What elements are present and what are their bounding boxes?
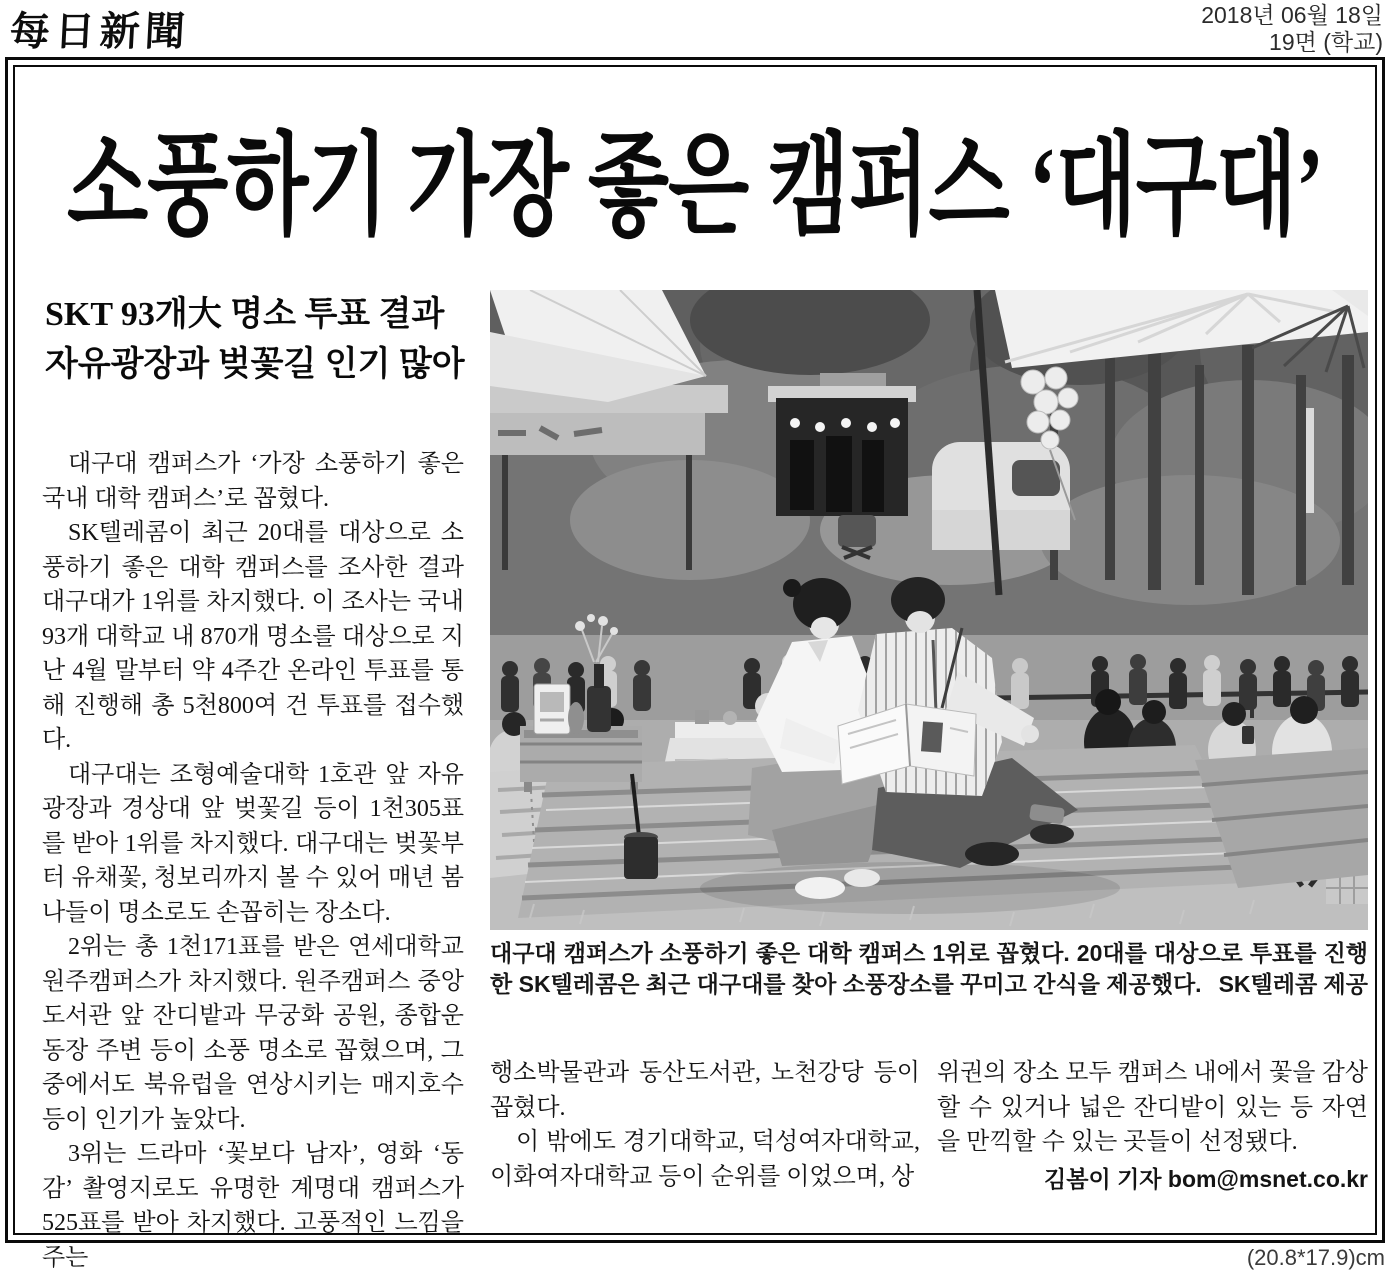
paragraph: 이 밖에도 경기대학교, 덕성여자대학교, 이화여자대학교 등이 순위를 이었으며, 상 (490, 1129, 920, 1190)
headline-row (15, 97, 1375, 249)
paragraph: 위권의 장소 모두 캠퍼스 내에서 꽃을 감상할 수 있거나 넓은 잔디밭이 있는 등 자연을 만끽할 수 있는 곳들이 선정됐다. (937, 1060, 1368, 1155)
body-column-1 (42, 447, 464, 1271)
article-photo (490, 290, 1368, 930)
reporter-byline: 김봄이 기자 bom@msnet.co.kr (1044, 1165, 1368, 1192)
subhead-line-1: SKT 93개大 명소 투표 결과 (45, 296, 445, 333)
paragraph: SK텔레콤이 최근 20대를 대상으로 소풍하기 좋은 대학 캠퍼스를 조사한 결과 대구대가 1위를 차지했다. 이 조사는 국내 93개 대학교 내 870개 명소를 대상으로 지난 4월 말부터 약 4주간 온라인 투표를 통해 진행해 총 5천800여 건 투표를 접수했다. (42, 520, 464, 753)
clipping-size-note: (20.8*17.9)cm (1246, 1245, 1385, 1270)
article-subhead (45, 290, 475, 390)
subhead-line-2: 자유광장과 벚꽃길 인기 많아 (45, 346, 465, 383)
paragraph: 2위는 총 1천171표를 받은 연세대학교 원주캠퍼스가 차지했다. 원주캠퍼스 중앙도서관 앞 잔디밭과 무궁화 공원, 종합운동장 주변 등이 소풍 명소로 꼽혔으며, 그중에서도 북유럽을 연상시키는 매지호수 등이 인기가 높았다. (42, 934, 464, 1133)
body-column-3 (937, 1056, 1368, 1196)
masthead-dateblock (1201, 2, 1383, 56)
photo-credit: SK텔레콤 제공 (1209, 969, 1368, 1000)
paragraph: 행소박물관과 동산도서관, 노천강당 등이 꼽혔다. (490, 1060, 920, 1121)
article-headline: 소풍하기 가장 좋은 캠퍼스 ‘대구대’ (67, 126, 1323, 249)
paragraph: 3위는 드라마 ‘꽃보다 남자’, 영화 ‘동감’ 촬영지로도 유명한 계명대 캠퍼스가 525표를 받아 차지했다. 고풍적인 느낌을 주는 (42, 1141, 464, 1271)
photo-caption-text: 대구대 캠퍼스가 소풍하기 좋은 대학 캠퍼스 1위로 꼽혔다. 20대를 대상으로 투표를 진행한 SK텔레콤은 최근 대구대를 찾아 소풍장소를 꾸미고 간식을 제공했다. (490, 940, 1368, 997)
paragraph: 대구대 캠퍼스가 ‘가장 소풍하기 좋은 국내 대학 캠퍼스’로 꼽혔다. (42, 451, 464, 512)
page-edition: 19면 (학교) (1269, 29, 1383, 55)
photo-caption (490, 938, 1368, 1000)
article-photo-box (490, 290, 1368, 930)
issue-date: 2018년 06월 18일 (1201, 2, 1383, 28)
paragraph: 대구대는 조형예술대학 1호관 앞 자유광장과 경상대 앞 벚꽃길 등이 1천305표를 받아 1위를 차지했다. 대구대는 벚꽃부터 유채꽃, 청보리까지 볼 수 있어 매년 봄 나들이 명소로도 손꼽히는 장소다. (42, 761, 464, 926)
body-column-2 (490, 1056, 920, 1194)
newspaper-logo: 每日新聞 (8, 9, 192, 54)
